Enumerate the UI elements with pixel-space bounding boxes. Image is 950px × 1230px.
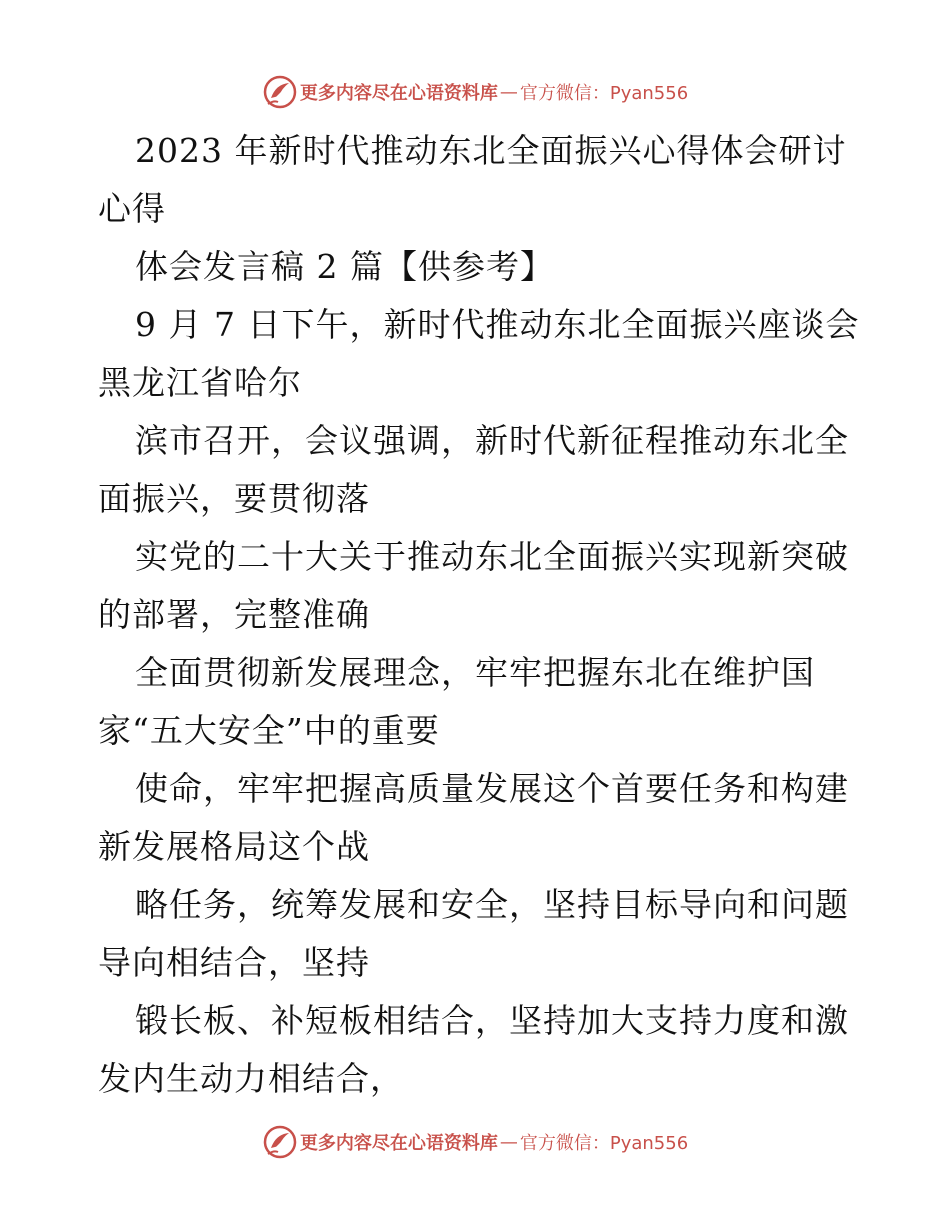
paragraph-line: 使命，牢牢把握高质量发展这个首要任务和构建 xyxy=(135,769,849,808)
header-watermark xyxy=(0,72,950,112)
brand-logo-icon xyxy=(262,1124,298,1160)
document-body xyxy=(98,122,888,1108)
brand-logo-icon xyxy=(262,74,298,110)
watermark-wechat: 官方微信：Pyan556 xyxy=(519,1133,689,1154)
paragraph-line: 略任务，统筹发展和安全，坚持目标导向和问题 xyxy=(135,885,849,924)
title-line-1-cont: 心得 xyxy=(98,189,166,228)
paragraph-line-cont: 导向相结合，坚持 xyxy=(98,943,370,982)
watermark-wechat: 官方微信：Pyan556 xyxy=(519,83,689,104)
footer-watermark xyxy=(0,1122,950,1162)
paragraph-line-cont: 家“五大安全”中的重要 xyxy=(98,711,440,750)
watermark-dash: — xyxy=(499,1131,518,1153)
paragraph-line: 全面贯彻新发展理念，牢牢把握东北在维护国 xyxy=(135,653,815,692)
paragraph-line-cont: 发内生动力相结合， xyxy=(98,1059,404,1098)
paragraph-line: 滨市召开，会议强调，新时代新征程推动东北全 xyxy=(135,421,849,460)
watermark-brand: 更多内容尽在心语资料库 xyxy=(299,83,498,104)
paragraph-line-cont: 新发展格局这个战 xyxy=(98,827,370,866)
paragraph-line: 锻长板、补短板相结合，坚持加大支持力度和激 xyxy=(135,1001,849,1040)
watermark-dash: — xyxy=(499,81,518,103)
watermark-brand: 更多内容尽在心语资料库 xyxy=(299,1133,498,1154)
paragraph-line-cont: 的部署，完整准确 xyxy=(98,595,370,634)
paragraph-line-cont: 面振兴，要贯彻落 xyxy=(98,479,370,518)
title-line-1: 2023 年新时代推动东北全面振兴心得体会研讨 xyxy=(135,131,847,170)
paragraph-line: 9 月 7 日下午，新时代推动东北全面振兴座谈会 xyxy=(135,305,860,344)
paragraph-line: 实党的二十大关于推动东北全面振兴实现新突破 xyxy=(135,537,849,576)
title-line-2: 体会发言稿 2 篇【供参考】 xyxy=(135,247,554,286)
paragraph-line-cont: 黑龙江省哈尔 xyxy=(98,363,302,402)
